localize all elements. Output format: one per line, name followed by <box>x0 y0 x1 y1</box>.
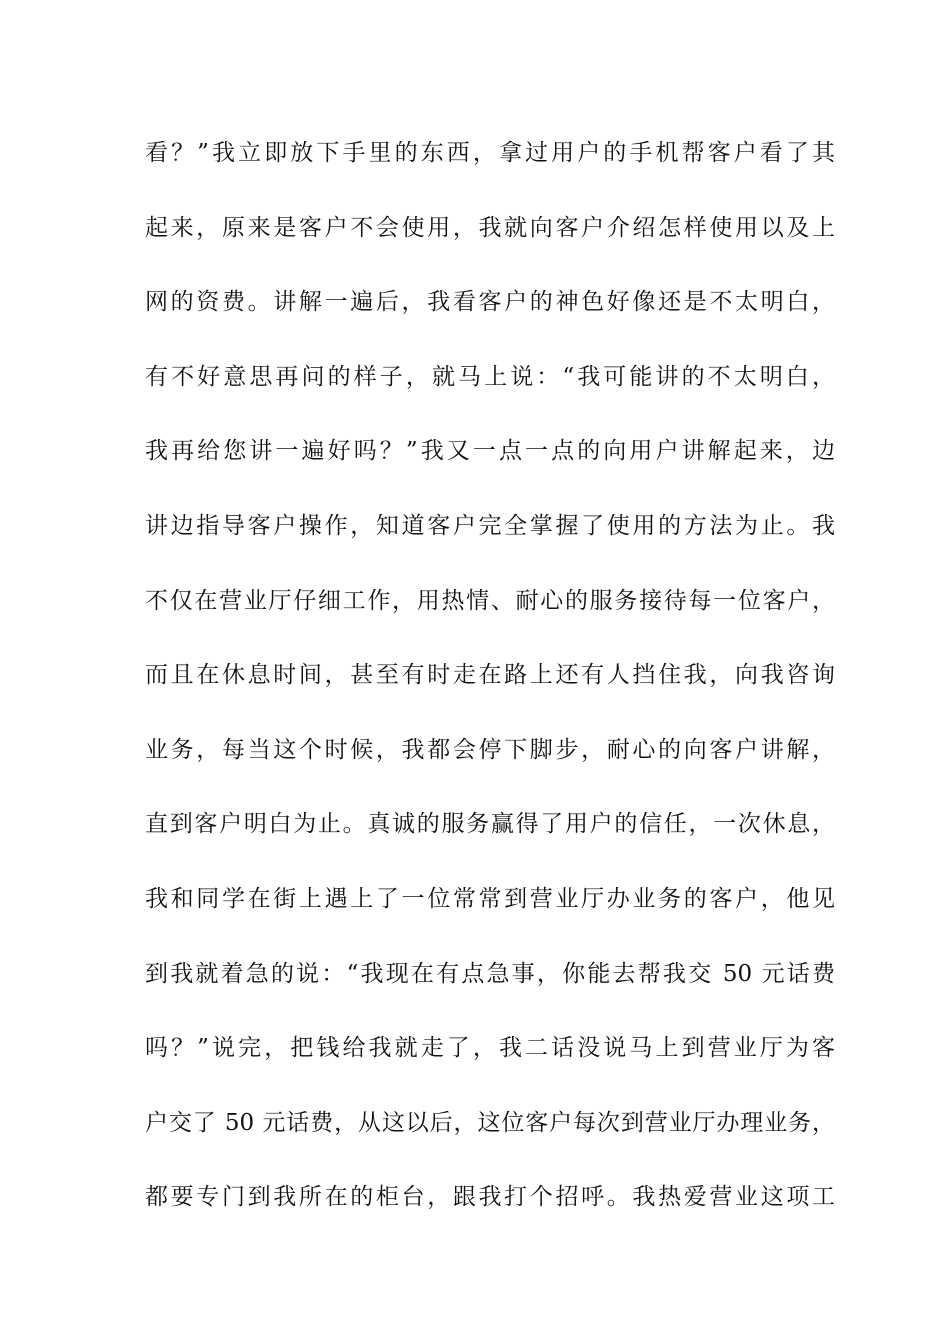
text-line: 不仅在营业厅仔细工作，用热情、耐心的服务接待每一位客户， <box>145 587 835 614</box>
text-line: 都要专门到我所在的柜台，跟我打个招呼。我热爱营业这项工 <box>145 1184 835 1211</box>
text-line: 看？”我立即放下手里的东西，拿过用户的手机帮客户看了其 <box>145 140 835 166</box>
text-line: 网的资费。讲解一遍后，我看客户的神色好像还是不太明白， <box>145 289 835 316</box>
text-line: 我再给您讲一遍好吗？”我又一点一点的向用户讲解起来，边 <box>145 438 835 465</box>
body-text <box>145 131 835 1250</box>
text-line: 有不好意思再问的样子，就马上说：“我可能讲的不太明白， <box>145 363 835 390</box>
text-line: 直到客户明白为止。真诚的服务赢得了用户的信任，一次休息， <box>145 811 835 838</box>
text-line: 户交了 50 元话费，从这以后，这位客户每次到营业厅办理业务， <box>145 1109 835 1136</box>
text-line: 而且在休息时间，甚至有时走在路上还有人挡住我，向我咨询 <box>145 662 835 689</box>
text-line: 到我就着急的说：“我现在有点急事，你能去帮我交 50 元话费 <box>145 960 835 987</box>
text-line: 讲边指导客户操作，知道客户完全掌握了使用的方法为止。我 <box>145 512 835 539</box>
text-line: 我和同学在街上遇上了一位常常到营业厅办业务的客户，他见 <box>145 885 835 912</box>
text-line: 吗？”说完，把钱给我就走了，我二话没说马上到营业厅为客 <box>145 1035 835 1062</box>
text-line: 业务，每当这个时候，我都会停下脚步，耐心的向客户讲解， <box>145 736 835 763</box>
text-line: 起来，原来是客户不会使用，我就向客户介绍怎样使用以及上 <box>145 214 835 241</box>
